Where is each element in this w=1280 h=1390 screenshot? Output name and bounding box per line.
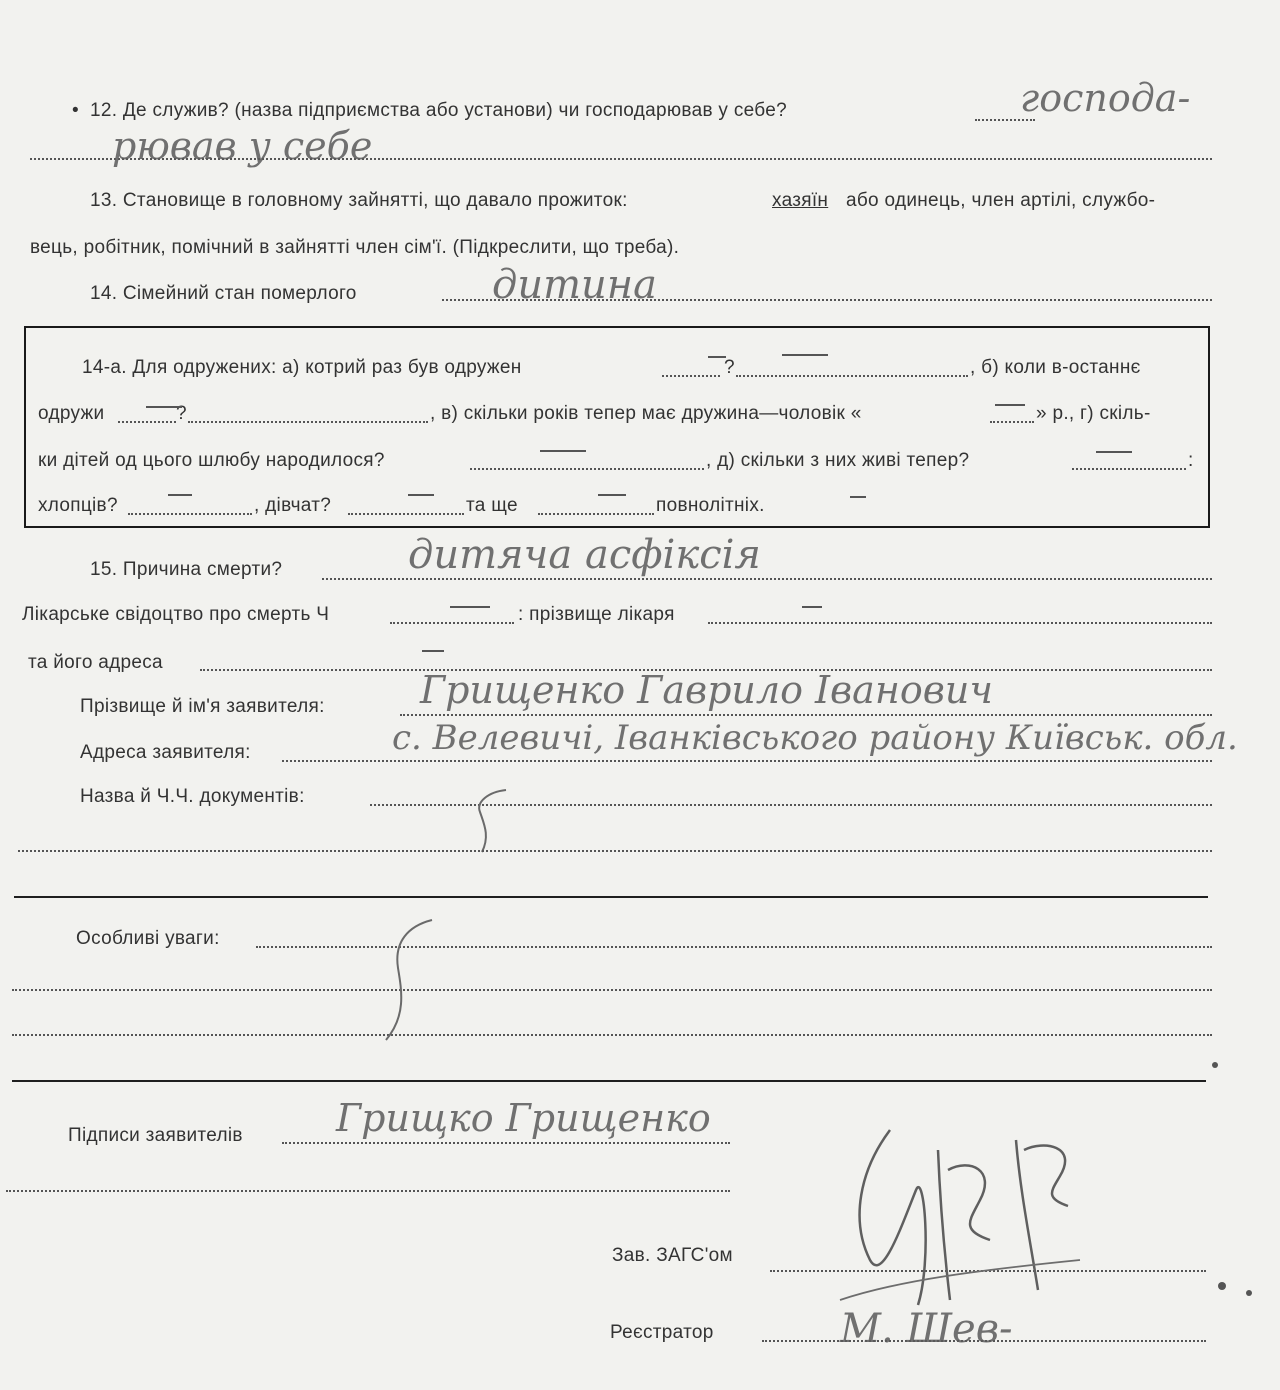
q14a-dash-6 bbox=[1096, 451, 1132, 453]
section-divider-2 bbox=[12, 1080, 1206, 1082]
q14-label: 14. Сімейний стан померлого bbox=[90, 283, 357, 304]
q13-line1-part2: або одинець, член артілі, службо- bbox=[846, 190, 1156, 211]
q14a-dotline-1b bbox=[736, 375, 968, 377]
doctor-name-dash bbox=[802, 606, 822, 608]
q13-line2: вець, робітник, помічний в зайнятті член сім'ї. (Підкреслити, що треба). bbox=[30, 237, 680, 258]
applicant-name-dotline bbox=[400, 714, 1212, 716]
q14a-line3-c: : bbox=[1188, 450, 1194, 471]
q14a-dash-1 bbox=[708, 356, 726, 358]
doctor-name-dotline bbox=[708, 622, 1212, 624]
q15-label: 15. Причина смерти? bbox=[90, 559, 283, 580]
doctor-certificate-dash bbox=[450, 606, 490, 608]
remarks-dash-mark bbox=[356, 912, 446, 1052]
registrar-handwritten-signature: М. Шев- bbox=[840, 1306, 1013, 1352]
q14a-line4-b: , дівчат? bbox=[254, 495, 332, 516]
q12-handwritten-answer-1: господа- bbox=[1020, 76, 1191, 120]
q14a-dotline-3a bbox=[470, 468, 704, 470]
doctor-address-dash bbox=[422, 650, 444, 652]
q14a-dotline-2b bbox=[188, 421, 428, 423]
applicants-signatures-handwritten: Грищко Грищенко bbox=[336, 1096, 711, 1140]
applicant-docs-dotline-2 bbox=[18, 850, 1212, 852]
q14a-dash-9 bbox=[598, 494, 626, 496]
q14a-dotline-1a bbox=[662, 375, 720, 377]
q14a-dotline-2c bbox=[990, 421, 1034, 423]
q14a-dotline-2a bbox=[118, 421, 176, 423]
q14a-dash-8 bbox=[408, 494, 434, 496]
q14a-dotline-4c bbox=[538, 513, 654, 515]
remarks-label: Особливі уваги: bbox=[76, 928, 220, 949]
applicant-address-handwritten: с. Велевичі, Іванківського району Київськ. обл. bbox=[392, 718, 1238, 758]
q14a-line4-c: та ще bbox=[466, 495, 518, 516]
q14a-line2-a: одружи bbox=[38, 403, 105, 424]
applicants-signatures-dotline-2 bbox=[6, 1190, 730, 1192]
section-divider-1 bbox=[14, 896, 1208, 898]
q14a-dotline-4a bbox=[128, 513, 252, 515]
q14a-line4-a: хлопців? bbox=[38, 495, 118, 516]
q13-line1-part1: 13. Становище в головному зайнятті, що давало прожиток: bbox=[90, 190, 628, 211]
ink-speck bbox=[1212, 1062, 1218, 1068]
ink-speck-3 bbox=[1246, 1290, 1252, 1296]
applicants-signatures-dotline bbox=[282, 1142, 730, 1144]
doctor-certificate-dotline bbox=[390, 622, 514, 624]
q14a-dotline-3b bbox=[1072, 468, 1186, 470]
q14a-dotline-4b bbox=[348, 513, 464, 515]
q14a-line2-b: ? bbox=[176, 403, 187, 424]
applicant-name-label: Прізвище й ім'я заявителя: bbox=[80, 696, 325, 717]
q14-handwritten-answer: дитина bbox=[492, 262, 657, 308]
zags-head-label: Зав. ЗАГС'ом bbox=[612, 1245, 733, 1266]
q14a-line1-c: , б) коли в-останнє bbox=[970, 357, 1141, 378]
q14a-dash-5 bbox=[540, 450, 586, 452]
applicant-address-dotline bbox=[282, 760, 1212, 762]
q14a-line4-d: повнолітніх. bbox=[656, 495, 765, 516]
applicant-name-handwritten: Грищенко Гаврило Іванович bbox=[420, 668, 993, 712]
q14a-line2-d: » р., г) скіль- bbox=[1036, 403, 1151, 424]
q14a-dash-2 bbox=[782, 354, 828, 356]
q14a-dash-3 bbox=[146, 406, 182, 408]
applicants-signatures-label: Підписи заявителів bbox=[68, 1125, 243, 1146]
doctor-name-label: : прізвище лікаря bbox=[518, 604, 675, 625]
q13-underlined-option: хазяїн bbox=[772, 190, 829, 211]
q14a-dash-7 bbox=[168, 494, 192, 496]
q12-label: 12. Де служив? (назва підприємства або установи) чи господарював у себе? bbox=[90, 100, 787, 121]
applicant-address-label: Адреса заявителя: bbox=[80, 742, 251, 763]
q14a-line1-a: 14-а. Для одружених: а) котрий раз був одружен bbox=[82, 357, 522, 378]
q14a-line3-a: ки дітей од цього шлюбу народилося? bbox=[38, 450, 385, 471]
doctor-address-label: та його адреса bbox=[28, 652, 163, 673]
q15-handwritten-answer: дитяча асфіксія bbox=[408, 532, 761, 578]
remarks-dotline-3 bbox=[12, 1034, 1212, 1036]
q12-handwritten-answer-2: рював у себе bbox=[112, 124, 373, 168]
q14a-dash-10 bbox=[850, 496, 866, 498]
applicant-docs-label: Назва й Ч.Ч. документів: bbox=[80, 786, 305, 807]
registrar-label: Реєстратор bbox=[610, 1322, 714, 1343]
q12-bullet: • bbox=[72, 100, 79, 121]
q14a-line2-c: , в) скільки років тепер має дружина—чоловік « bbox=[430, 403, 862, 424]
q14a-line3-b: , д) скільки з них живі тепер? bbox=[706, 450, 970, 471]
q15-dotline bbox=[322, 578, 1212, 580]
official-signature-drawing bbox=[820, 1110, 1120, 1320]
q14a-line1-b: ? bbox=[724, 357, 735, 378]
ink-speck-2 bbox=[1218, 1282, 1226, 1290]
q14a-dash-4 bbox=[995, 404, 1025, 406]
remarks-dotline-2 bbox=[12, 989, 1212, 991]
doctor-certificate-label: Лікарське свідоцтво про смерть Ч bbox=[22, 604, 330, 625]
